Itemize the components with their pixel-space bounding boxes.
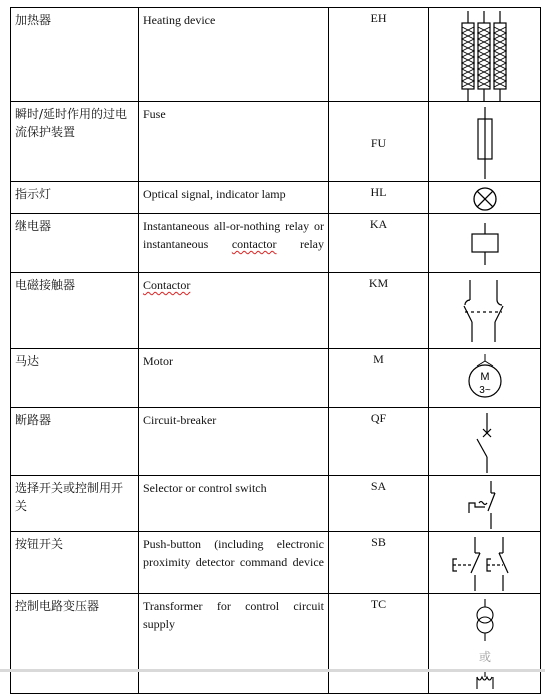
english-name: Contactor <box>143 278 191 292</box>
chinese-name: 电磁接触器 <box>11 273 139 349</box>
chinese-name: 控制电路变压器 <box>11 594 139 694</box>
english-name: Motor <box>139 349 329 408</box>
heating-device-symbol <box>455 11 515 101</box>
chinese-name: 断路器 <box>11 408 139 476</box>
code-label: FU <box>329 102 429 182</box>
code-label: QF <box>329 408 429 476</box>
code-label: KM <box>329 273 429 349</box>
english-name: Transformer for control circuit supply <box>143 599 324 631</box>
table-row <box>11 8 541 102</box>
indicator-lamp-symbol <box>465 185 505 213</box>
english-name: Fuse <box>139 102 329 182</box>
chinese-name: 瞬时/延时作用的过电流保护装置 <box>11 102 139 182</box>
table-row <box>11 408 541 476</box>
code-label: HL <box>329 182 429 214</box>
english-name: Circuit-breaker <box>139 408 329 476</box>
table-row <box>11 214 541 273</box>
symbol-table <box>10 7 541 694</box>
table-row <box>11 594 541 694</box>
circuit-breaker-symbol <box>465 411 505 475</box>
table-row <box>11 102 541 182</box>
english-name: Push-button (including electronic proximity detector command device <box>143 537 324 569</box>
motor-label: M <box>479 371 490 383</box>
motor-phase-label: 3~ <box>478 385 491 396</box>
table-row <box>11 273 541 349</box>
fuse-symbol <box>465 105 505 181</box>
code-label: KA <box>329 214 429 273</box>
chinese-name: 选择开关或控制用开关 <box>11 476 139 532</box>
relay-coil-symbol <box>465 217 505 272</box>
transformer-symbol <box>460 597 510 693</box>
code-label: EH <box>329 8 429 102</box>
english-name: Optical signal, indicator lamp <box>139 182 329 214</box>
alternative-word: 或 <box>478 650 491 664</box>
english-name: Instantaneous all-or-nothing relay or instantaneous contactor relay <box>143 219 324 251</box>
motor-symbol <box>455 352 515 407</box>
english-name: Heating device <box>139 8 329 102</box>
chinese-name: 加热器 <box>11 8 139 102</box>
table-row <box>11 476 541 532</box>
selector-switch-symbol <box>455 479 515 531</box>
code-label: TC <box>329 594 429 694</box>
code-label: M <box>329 349 429 408</box>
table-row <box>11 182 541 214</box>
table-row <box>11 349 541 408</box>
push-button-symbol <box>445 535 525 593</box>
contactor-symbol <box>455 276 515 348</box>
code-label: SA <box>329 476 429 532</box>
chinese-name: 继电器 <box>11 214 139 273</box>
code-label: SB <box>329 532 429 594</box>
chinese-name: 马达 <box>11 349 139 408</box>
english-name: Selector or control switch <box>139 476 329 532</box>
table-row <box>11 532 541 594</box>
chinese-name: 指示灯 <box>11 182 139 214</box>
chinese-name: 按钮开关 <box>11 532 139 594</box>
